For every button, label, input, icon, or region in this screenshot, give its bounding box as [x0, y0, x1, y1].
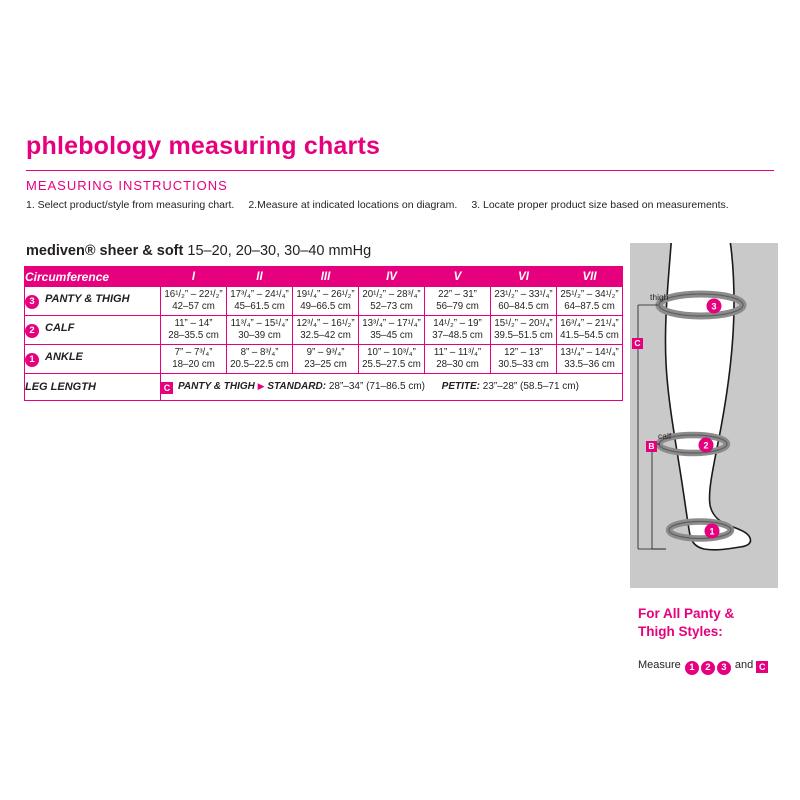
- cell-calf-7: [557, 316, 623, 345]
- cell-ankle-5: [425, 345, 491, 374]
- svg-text:3: 3: [711, 301, 717, 312]
- cell-cm: 37–48.5 cm: [432, 330, 483, 341]
- right-caption-line2: Thigh Styles:: [638, 624, 723, 639]
- table-row: [25, 316, 623, 345]
- cell-panty-3: [293, 287, 359, 316]
- cell-inches: 15¹/₂” – 20¹/₄”: [494, 317, 553, 329]
- svg-text:2: 2: [703, 440, 709, 451]
- cell-cm: 49–66.5 cm: [300, 301, 351, 312]
- cell-calf-6: [491, 316, 557, 345]
- cell-inches: 23¹/₂” – 33¹/₄”: [494, 288, 553, 300]
- standard-label: STANDARD:: [267, 380, 327, 392]
- cell-panty-4: [359, 287, 425, 316]
- column-header-size-6: VI: [491, 267, 557, 287]
- cell-panty-5: [425, 287, 491, 316]
- table-header-row: [25, 267, 623, 287]
- right-caption: [638, 605, 798, 641]
- column-header-circumference: Circumference: [25, 267, 161, 287]
- cell-cm: 64–87.5 cm: [564, 301, 615, 312]
- petite-label: PETITE:: [441, 380, 481, 392]
- cell-ankle-6: [491, 345, 557, 374]
- badge-c-icon: C: [161, 382, 173, 394]
- column-header-size-7: VII: [557, 267, 623, 287]
- petite-value: 23”–28” (58.5–71 cm): [482, 380, 579, 392]
- instruction-step-2: 2.Measure at indicated locations on diagram.: [248, 199, 458, 211]
- row-title-calf: CALF: [45, 322, 75, 334]
- measuring-chart-table: [24, 266, 622, 401]
- badge-3-icon: 3: [25, 295, 39, 309]
- column-header-size-5: V: [425, 267, 491, 287]
- badge-2-icon: 2: [25, 324, 39, 338]
- row-label-leg-length: LEG LENGTH: [25, 374, 161, 401]
- cell-calf-5: [425, 316, 491, 345]
- cell-panty-2: [227, 287, 293, 316]
- cell-inches: 12³/₄” – 16¹/₂”: [296, 317, 355, 329]
- right-caption-line1: For All Panty &: [638, 606, 735, 621]
- cell-inches: 11³/₄” – 15¹/₄”: [230, 317, 289, 329]
- row-title-panty-thigh: PANTY & THIGH: [45, 293, 130, 305]
- product-brand: mediven® sheer & soft: [26, 243, 184, 259]
- cell-calf-2: [227, 316, 293, 345]
- product-heading: [26, 243, 371, 259]
- cell-cm: 23–25 cm: [304, 359, 347, 370]
- marker-c-icon: C: [632, 338, 643, 349]
- cell-inches: 16¹/₂” – 22¹/₂”: [164, 288, 223, 300]
- cell-cm: 28–35.5 cm: [168, 330, 219, 341]
- column-header-size-1: I: [161, 267, 227, 287]
- cell-panty-1: [161, 287, 227, 316]
- cell-cm: 41.5–54.5 cm: [560, 330, 619, 341]
- legend-badge-2-icon: 2: [701, 661, 715, 675]
- instruction-step-3: 3. Locate proper product size based on measurements.: [471, 199, 729, 211]
- column-header-size-2: II: [227, 267, 293, 287]
- cell-ankle-7: [557, 345, 623, 374]
- cell-cm: 20.5–22.5 cm: [230, 359, 289, 370]
- cell-inches: 20¹/₂” – 28³/₄”: [362, 288, 421, 300]
- cell-inches: 13¹/₄” – 14¹/₄”: [560, 346, 619, 358]
- table-row-leg-length: [25, 374, 623, 401]
- arrow-right-icon: ▶: [257, 380, 265, 391]
- cell-inches: 10” – 10³/₄”: [367, 346, 416, 358]
- cell-calf-3: [293, 316, 359, 345]
- cell-inches: 19¹/₄” – 26¹/₂”: [296, 288, 355, 300]
- cell-panty-6: [491, 287, 557, 316]
- cell-panty-7: [557, 287, 623, 316]
- product-compression: 15–20, 20–30, 30–40 mmHg: [187, 243, 372, 259]
- column-header-size-3: III: [293, 267, 359, 287]
- cell-cm: 35–45 cm: [370, 330, 413, 341]
- cell-ankle-2: [227, 345, 293, 374]
- cell-inches: 16³/₄” – 21¹/₄”: [560, 317, 619, 329]
- instructions-heading: MEASURING INSTRUCTIONS: [26, 178, 228, 193]
- cell-cm: 28–30 cm: [436, 359, 479, 370]
- cell-cm: 25.5–27.5 cm: [362, 359, 421, 370]
- standard-value: 28”–34” (71–86.5 cm): [328, 380, 425, 392]
- measure-legend: [638, 659, 769, 675]
- cell-calf-1: [161, 316, 227, 345]
- column-header-size-4: IV: [359, 267, 425, 287]
- cell-inches: 14¹/₂” – 19”: [433, 317, 482, 329]
- cell-inches: 11” – 11³/₄”: [433, 346, 482, 358]
- cell-inches: 13³/₄” – 17¹/₄”: [362, 317, 421, 329]
- row-label-panty-thigh: [25, 287, 161, 316]
- table-row: [25, 287, 623, 316]
- instructions-steps: [26, 198, 756, 212]
- badge-1-icon: 1: [25, 353, 39, 367]
- cell-cm: 60–84.5 cm: [498, 301, 549, 312]
- cell-inches: 12” – 13”: [504, 346, 543, 358]
- cell-ankle-1: [161, 345, 227, 374]
- cell-inches: 7” – 7³/₄”: [174, 346, 213, 358]
- cell-ankle-4: [359, 345, 425, 374]
- leg-length-style: PANTY & THIGH: [178, 380, 255, 392]
- page-title: phlebology measuring charts: [26, 132, 381, 160]
- row-label-ankle: [25, 345, 161, 374]
- leg-length-details: [161, 374, 623, 401]
- legend-and: and: [734, 659, 754, 671]
- legend-badge-1-icon: 1: [685, 661, 699, 675]
- cell-ankle-3: [293, 345, 359, 374]
- cell-cm: 45–61.5 cm: [234, 301, 285, 312]
- label-calf: calf: [658, 431, 672, 441]
- cell-cm: 39.5–51.5 cm: [494, 330, 553, 341]
- marker-b-icon: B: [646, 441, 657, 452]
- row-label-calf: [25, 316, 161, 345]
- leg-measurement-illustration: [630, 243, 778, 588]
- row-title-ankle: ANKLE: [45, 351, 83, 363]
- cell-calf-4: [359, 316, 425, 345]
- legend-badge-3-icon: 3: [717, 661, 731, 675]
- cell-cm: 32.5–42 cm: [300, 330, 351, 341]
- table-row: [25, 345, 623, 374]
- instruction-step-1: 1. Select product/style from measuring chart.: [26, 199, 235, 211]
- cell-inches: 25¹/₂” – 34¹/₂”: [560, 288, 619, 300]
- legend-badge-c-icon: C: [756, 661, 768, 673]
- svg-text:1: 1: [709, 526, 715, 537]
- cell-inches: 8” – 8³/₄”: [240, 346, 279, 358]
- measure-label: Measure: [638, 659, 681, 671]
- cell-cm: 42–57 cm: [172, 301, 215, 312]
- title-divider: [26, 170, 774, 171]
- cell-cm: 56–79 cm: [436, 301, 479, 312]
- cell-cm: 18–20 cm: [172, 359, 215, 370]
- cell-inches: 22” – 31”: [438, 288, 477, 300]
- cell-cm: 33.5–36 cm: [564, 359, 615, 370]
- cell-cm: 30.5–33 cm: [498, 359, 549, 370]
- cell-inches: 9” – 9³/₄”: [306, 346, 345, 358]
- cell-inches: 11” – 14”: [174, 317, 213, 329]
- cell-inches: 17³/₄” – 24¹/₄”: [230, 288, 289, 300]
- cell-cm: 30–39 cm: [238, 330, 281, 341]
- cell-cm: 52–73 cm: [370, 301, 413, 312]
- label-thigh: thigh: [650, 292, 669, 302]
